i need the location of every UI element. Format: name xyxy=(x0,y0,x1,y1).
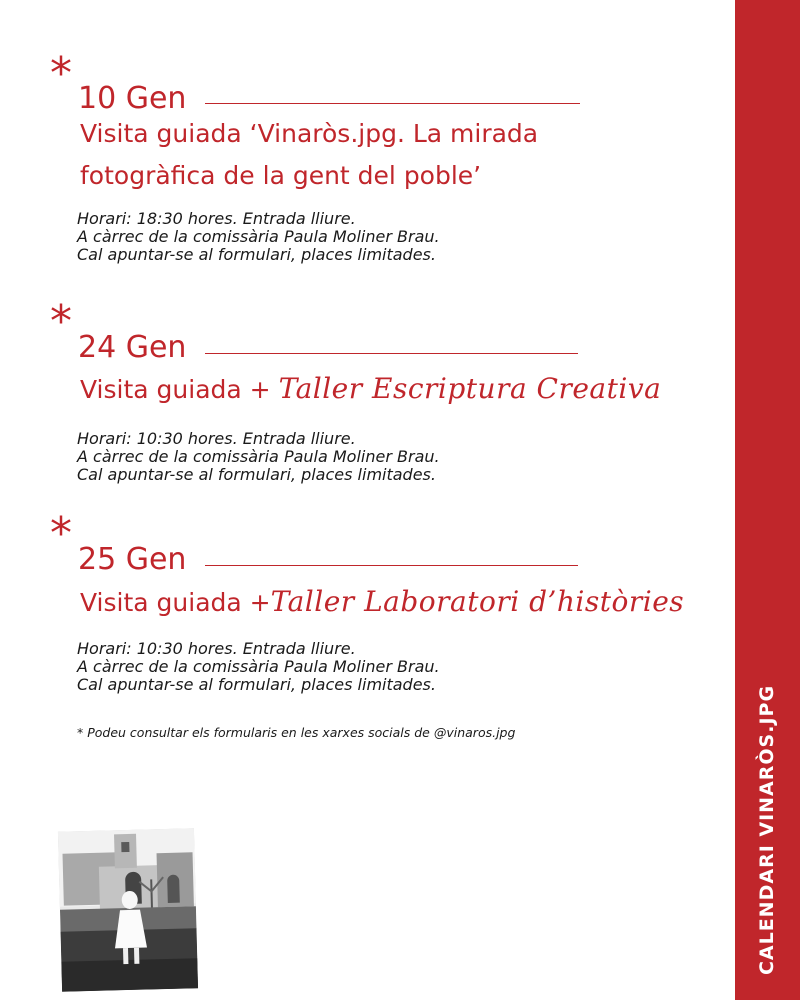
event-schedule: Horari: 10:30 hores. Entrada lliure. xyxy=(77,429,356,448)
event-details xyxy=(77,640,440,694)
event-title-line-2: fotogràfica de la gent del poble’ xyxy=(80,161,482,190)
event-details xyxy=(77,210,440,264)
event-curator: A càrrec de la comissària Paula Moliner Brau. xyxy=(77,447,440,466)
event-curator: A càrrec de la comissària Paula Moliner Brau. xyxy=(77,227,440,246)
church-photo-illustration xyxy=(58,828,198,992)
event-date: 24 Gen xyxy=(78,330,187,365)
footnote: * Podeu consultar els formularis en les xarxes socials de @vinaros.jpg xyxy=(77,725,516,740)
date-rule xyxy=(205,353,578,354)
event-title-plain: Visita guiada + xyxy=(80,375,279,404)
asterisk-icon: * xyxy=(50,296,72,347)
event-title-plain: Visita guiada + xyxy=(80,588,271,617)
event-title xyxy=(80,578,684,626)
event-details xyxy=(77,430,440,484)
event-schedule: Horari: 18:30 hores. Entrada lliure. xyxy=(77,209,356,228)
event-curator: A càrrec de la comissària Paula Moliner Brau. xyxy=(77,657,440,676)
sidebar-title: CALENDARI VINARÒS.JPG xyxy=(756,684,778,976)
event-signup: Cal apuntar-se al formulari, places limitades. xyxy=(77,245,436,264)
date-rule xyxy=(205,565,578,566)
date-rule xyxy=(205,103,580,104)
sidebar-band xyxy=(735,0,800,1000)
asterisk-icon: * xyxy=(50,508,72,559)
event-signup: Cal apuntar-se al formulari, places limitades. xyxy=(77,675,436,694)
event-date: 25 Gen xyxy=(78,542,187,577)
event-title xyxy=(80,365,661,413)
archive-photo xyxy=(58,828,198,992)
event-title-script: Taller Laboratori d’històries xyxy=(270,585,685,618)
event-title-script: Taller Escriptura Creativa xyxy=(278,372,662,405)
asterisk-icon: * xyxy=(50,48,72,99)
event-date: 10 Gen xyxy=(78,81,187,116)
event-title-line-1: Visita guiada ‘Vinaròs.jpg. La mirada xyxy=(80,119,539,148)
event-signup: Cal apuntar-se al formulari, places limitades. xyxy=(77,465,436,484)
event-schedule: Horari: 10:30 hores. Entrada lliure. xyxy=(77,639,356,658)
